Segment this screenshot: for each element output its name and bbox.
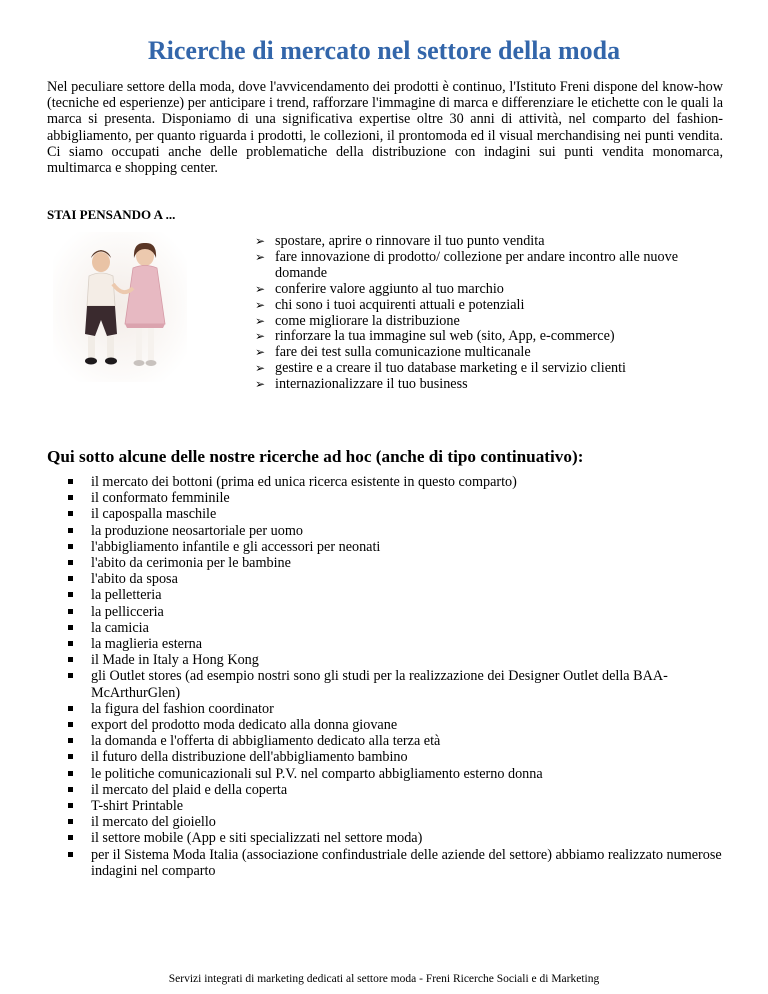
list-item: ➢ gestire e a creare il tuo database marketing e il servizio clienti bbox=[255, 360, 626, 377]
list-item: la domanda e l'offerta di abbigliamento dedicato alla terza età bbox=[68, 733, 728, 749]
square-bullet-icon bbox=[68, 544, 73, 549]
arrow-bullet-icon: ➢ bbox=[255, 234, 266, 248]
square-bullet-icon bbox=[68, 657, 73, 662]
square-bullet-icon bbox=[68, 479, 73, 484]
square-bullet-icon bbox=[68, 528, 73, 533]
list-item: il mercato dei bottoni (prima ed unica ricerca esistente in questo comparto) bbox=[68, 474, 728, 490]
square-bullet-icon bbox=[68, 706, 73, 711]
square-bullet-icon bbox=[68, 495, 73, 500]
list-item: la produzione neosartoriale per uomo bbox=[68, 523, 728, 539]
list-item: la camicia bbox=[68, 620, 728, 636]
list-item: export del prodotto moda dedicato alla donna giovane bbox=[68, 717, 728, 733]
list-item: l'abbigliamento infantile e gli accessori per neonati bbox=[68, 539, 728, 555]
arrow-bullet-icon: ➢ bbox=[255, 297, 266, 312]
square-bullet-icon bbox=[68, 722, 73, 727]
arrow-bullet-icon: ➢ bbox=[255, 377, 266, 392]
square-bullet-icon bbox=[68, 592, 73, 597]
list-item: ➢ fare innovazione di prodotto/ collezione per andare incontro alle nuove domande bbox=[255, 248, 678, 281]
square-bullet-icon bbox=[68, 511, 73, 516]
arrow-bullet-icon: ➢ bbox=[255, 313, 266, 328]
arrow-bullet-icon: ➢ bbox=[255, 345, 266, 360]
list-item: l'abito da sposa bbox=[68, 571, 728, 587]
list-item: le politiche comunicazionali sul P.V. nel comparto abbigliamento esterno donna bbox=[68, 766, 728, 782]
list-item: l'abito da cerimonia per le bambine bbox=[68, 555, 728, 571]
list-item: la pellicceria bbox=[68, 604, 728, 620]
square-bullet-icon bbox=[68, 738, 73, 743]
square-bullet-icon bbox=[68, 803, 73, 808]
square-bullet-icon bbox=[68, 754, 73, 759]
square-bullet-icon bbox=[68, 835, 73, 840]
intro-paragraph: Nel peculiare settore della moda, dove l'avvicendamento dei prodotti è continuo, l'Istituto Freni dispone del know-how (tecniche ed esperienze) per anticipare i trend, rafforzare l'immagine di marca e differenziare le etichette con le quali la marca si presenta. Disponiamo di una significativa expertise oltre 30 anni di attività, nel comparto del fashion-abbigliamento, per quanto riguarda i prodotti, le collezioni, il prontomoda ed il visual merchandising nei punti vendita. Ci siamo occupati anche delle problematiche della distribuzione con indagini sui punti vendita monomarca, multimarca e shopping center. bbox=[47, 79, 723, 177]
arrow-bullet-icon: ➢ bbox=[255, 361, 266, 376]
list-item: il mercato del plaid e della coperta bbox=[68, 782, 728, 798]
list-item: il conformato femminile bbox=[68, 490, 728, 506]
list-item: il Made in Italy a Hong Kong bbox=[68, 652, 728, 668]
list-item: ➢ come migliorare la distribuzione bbox=[255, 312, 460, 329]
ricerche-list bbox=[68, 474, 728, 879]
list-item: la figura del fashion coordinator bbox=[68, 701, 728, 717]
page-title: Ricerche di mercato nel settore della moda bbox=[147, 36, 621, 65]
list-item: la maglieria esterna bbox=[68, 636, 728, 652]
square-bullet-icon bbox=[68, 625, 73, 630]
page-footer: Servizi integrati di marketing dedicati al settore moda - Freni Ricerche Sociali e di Marketing bbox=[168, 973, 600, 985]
list-item: il capospalla maschile bbox=[68, 506, 728, 522]
square-bullet-icon bbox=[68, 641, 73, 646]
list-item: il mercato del gioiello bbox=[68, 814, 728, 830]
square-bullet-icon bbox=[68, 787, 73, 792]
list-item: gli Outlet stores (ad esempio nostri sono gli studi per la realizzazione dei Designer Outlet della BAA-McArthurGlen) bbox=[68, 668, 728, 700]
stai-pensando-heading: STAI PENSANDO A ... bbox=[47, 207, 176, 222]
ricerche-heading: Qui sotto alcune delle nostre ricerche ad hoc (anche di tipo continuativo): bbox=[47, 447, 584, 466]
list-item: ➢ spostare, aprire o rinnovare il tuo punto vendita bbox=[255, 233, 545, 249]
square-bullet-icon bbox=[68, 609, 73, 614]
list-item: ➢ chi sono i tuoi acquirenti attuali e potenziali bbox=[255, 296, 525, 313]
list-item: T-shirt Printable bbox=[68, 798, 728, 814]
square-bullet-icon bbox=[68, 560, 73, 565]
list-item: ➢ rinforzare la tua immagine sul web (sito, App, e-commerce) bbox=[255, 328, 615, 345]
children-photo bbox=[53, 232, 187, 382]
stai-pensando-list bbox=[255, 234, 725, 393]
square-bullet-icon bbox=[68, 819, 73, 824]
arrow-bullet-icon: ➢ bbox=[255, 329, 266, 344]
list-item: ➢ conferire valore aggiunto al tuo marchio bbox=[255, 280, 504, 297]
square-bullet-icon bbox=[68, 576, 73, 581]
list-item: ➢ fare dei test sulla comunicazione multicanale bbox=[255, 344, 531, 361]
arrow-bullet-icon: ➢ bbox=[255, 249, 266, 264]
list-item: il futuro della distribuzione dell'abbigliamento bambino bbox=[68, 749, 728, 765]
list-item: la pelletteria bbox=[68, 587, 728, 603]
list-item: ➢ internazionalizzare il tuo business bbox=[255, 376, 468, 393]
square-bullet-icon bbox=[68, 673, 73, 678]
arrow-bullet-icon: ➢ bbox=[255, 281, 266, 296]
square-bullet-icon bbox=[68, 852, 73, 857]
list-item: per il Sistema Moda Italia (associazione confindustriale delle aziende del settore) abbiamo realizzato numerose indagini nel comparto bbox=[68, 847, 728, 879]
list-item: il settore mobile (App e siti specializzati nel settore moda) bbox=[68, 830, 728, 846]
square-bullet-icon bbox=[68, 771, 73, 776]
